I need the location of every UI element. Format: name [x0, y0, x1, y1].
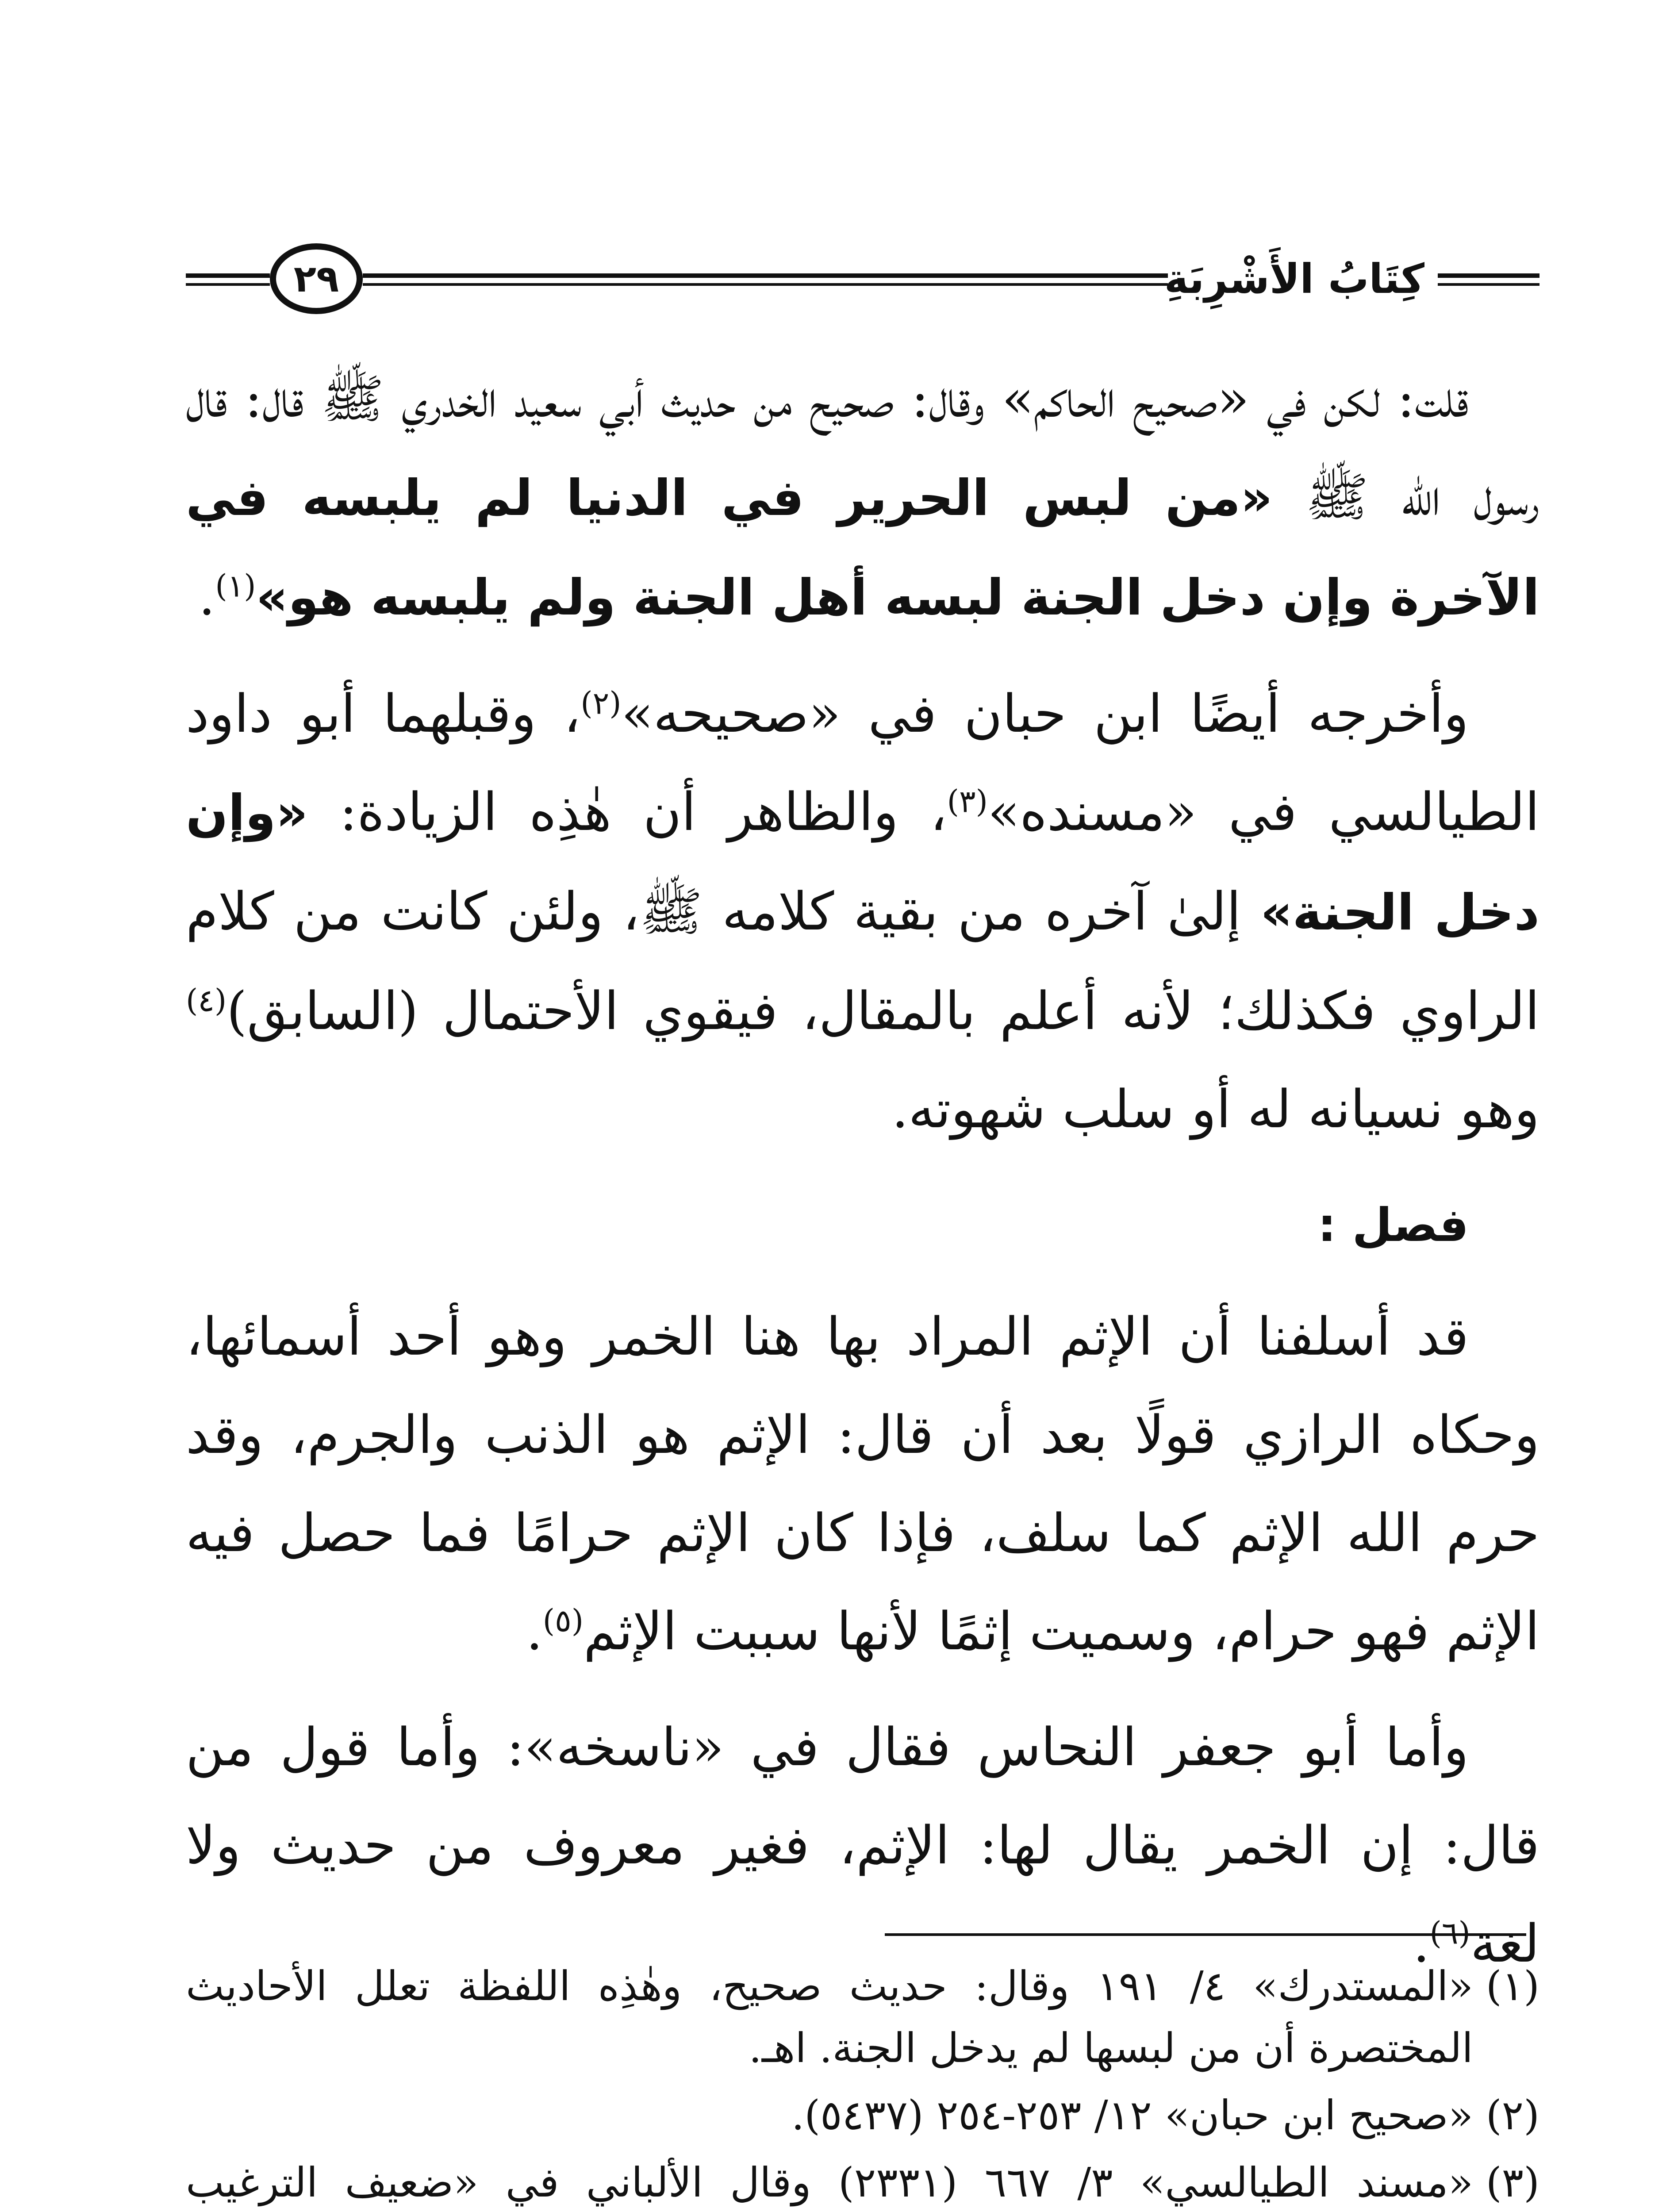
footnote [186, 1955, 1539, 2079]
paragraph [186, 664, 1539, 1158]
section-heading: فصل : [1317, 1198, 1469, 1252]
header-rule [186, 273, 270, 286]
page-header [186, 239, 1539, 319]
footnote-ref: (٥) [542, 1602, 584, 1639]
text-span: وهو نسيانه له أو سلب شهوته. [891, 1079, 1539, 1140]
footnote [186, 2085, 1539, 2147]
footnote-text: «المستدرك» ٤/ ١٩١ وقال: حديث صحيح، وهٰذِه اللفظة تعلل الأحاديث المختصرة أن من لبسها لم يدخل الجنة. اهـ. [186, 1962, 1473, 2072]
text-span: . [526, 1601, 543, 1662]
header-rule [363, 273, 1168, 286]
footnotes [186, 1955, 1539, 2212]
footnote-ref: (٤) [186, 982, 227, 1019]
footnote-ref: (٣) [947, 783, 988, 820]
text-span: إلىٰ آخره من بقية كلامه ﷺ، ولئن كانت من كلام الراوي فكذلك؛ لأنه أعلم بالمقال، فيقوي الأحتمال (السابق) [186, 881, 1539, 1041]
footnote-ref: (١) [215, 568, 256, 604]
footnote-text: «صحيح ابن حبان» ١٢/ ٢٥٣-٢٥٤ (٥٤٣٧). [791, 2092, 1473, 2139]
page-number: ٢٩ [270, 243, 363, 314]
paragraph [186, 1287, 1539, 1680]
text-span: . [1413, 1913, 1430, 1974]
footnote [186, 2152, 1539, 2212]
paragraph [186, 1698, 1539, 1993]
hadith-quote: «وإن دخل الجنة» [186, 784, 1540, 941]
text-span: قد أسلفنا أن الإثم المراد بها هنا الخمر وهو أحد أسمائها، وحكاه الرازي قولًا بعد أن قال: الإثم هو الذنب والجرم، وقد حرم الله الإثم كما سلف، فإذا كان الإثم حرامًا فما حصل فيه الإثم فهو حرام، وسميت إثمًا لأنها سببت الإثم [186, 1306, 1539, 1662]
text-span: وأخرجه أيضًا ابن حبان في «صحيحه» [621, 683, 1469, 744]
footnote-separator [885, 1933, 1526, 1936]
main-text [186, 349, 1539, 2010]
text-span: . [198, 566, 215, 627]
header-rule [1438, 273, 1539, 286]
text-span: ، وقبلهما أبو داود الطيالسي في «مسنده» [186, 683, 1539, 842]
text-span: ، والظاهر أن هٰذِه الزيادة: [307, 781, 947, 842]
book-title: كِتَابُ الأَشْرِبَةِ [1164, 255, 1424, 303]
paragraph [186, 349, 1539, 647]
footnote-number: (١) [1486, 1962, 1539, 2010]
text-span: قلت: لكن في «صحيح الحاكم» وقال: صحيح من حديث أبي سعيد الخدري ﷺ قال: قال رسول الله ﷺ [186, 368, 1540, 527]
footnote-number: (٢) [1486, 2092, 1539, 2139]
text-span: وأما أبو جعفر النحاس فقال في «ناسخه»: وأما قول من قال: إن الخمر يقال لها: الإثم، فغير معروف من حديث ولا لغة [186, 1717, 1539, 1974]
footnote-ref: (٦) [1429, 1915, 1470, 1951]
footnote-text: «مسند الطيالسي» ٣/ ٦٦٧ (٢٣٣١) وقال الألباني في «ضعيف الترغيب [186, 2159, 1473, 2206]
footnote-ref: (٢) [580, 685, 622, 722]
hadith-quote: «من لبس الحرير في الدنيا لم يلبسه في الآخرة وإن دخل الجنة لبسه أهل الجنة ولم يلبسه هو» [186, 469, 1539, 626]
footnote-number: (٣) [1486, 2159, 1539, 2206]
